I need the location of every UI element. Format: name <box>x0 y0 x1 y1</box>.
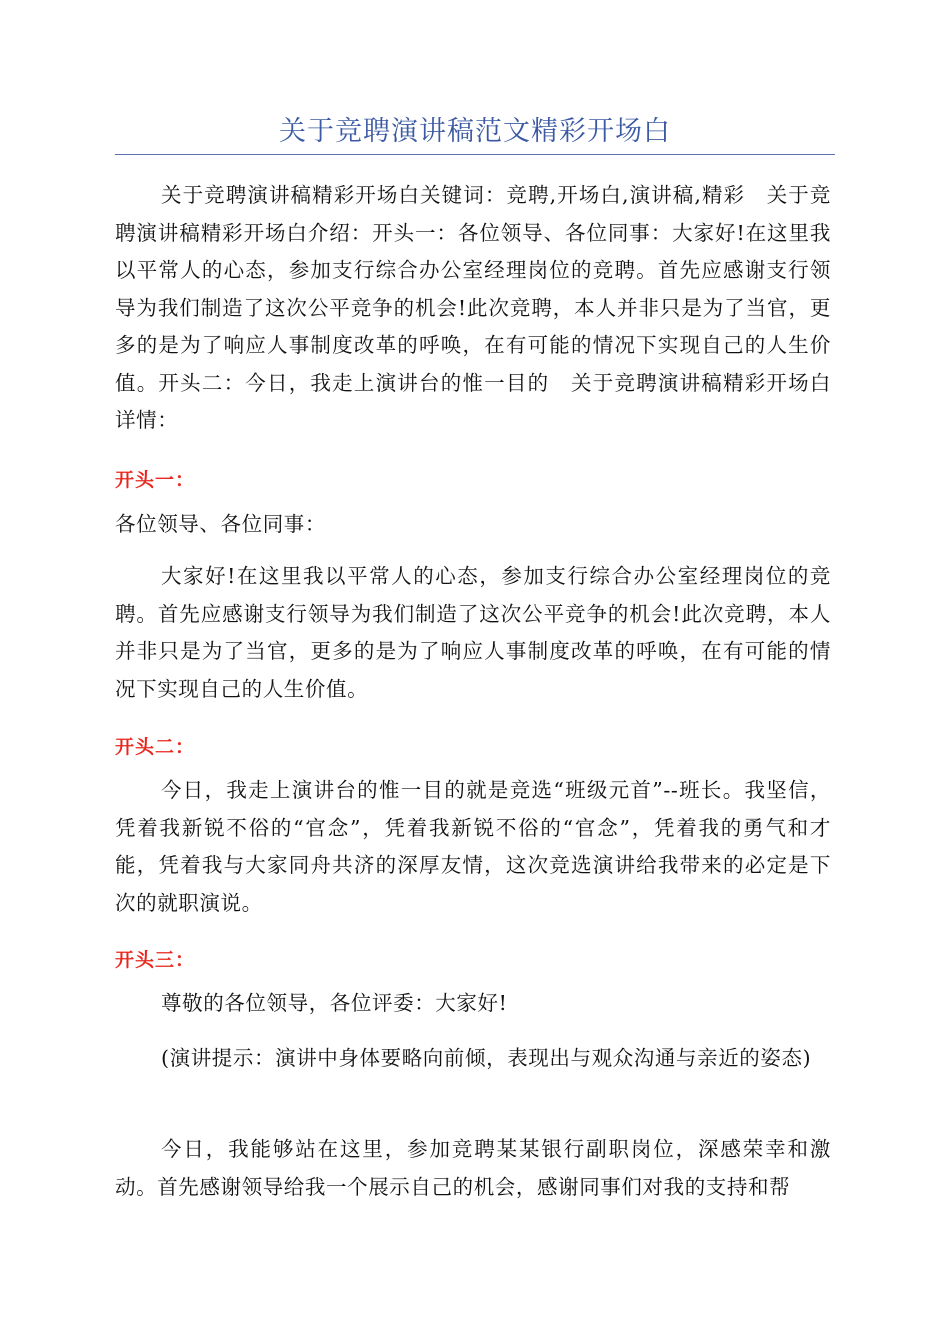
section-2-body: 今日，我走上演讲台的惟一目的就是竞选“班级元首”--班长。我坚信，凭着我新锐不俗的“官念”，凭着我新锐不俗的“官念”，凭着我的勇气和才能，凭着我与大家同舟共济的深厚友情，这次竞选演讲给我带来的必定是下次的就职演说。 <box>115 778 831 915</box>
section-3-body: 今日，我能够站在这里，参加竞聘某某银行副职岗位，深感荣幸和激动。首先感谢领导给我一个展示自己的机会，感谢同事们对我的支持和帮 <box>115 1137 831 1199</box>
section-2-heading: 开头二： <box>115 736 196 758</box>
title-underline <box>115 154 835 155</box>
section-3-heading: 开头三： <box>115 949 196 971</box>
intro-paragraph: 关于竞聘演讲稿精彩开场白关键词：竞聘,开场白,演讲稿,精彩 关于竞聘演讲稿精彩开场白介绍：开头一：各位领导、各位同事：大家好!在这里我以平常人的心态，参加支行综合办公室经理岗位的竞聘。首先应感谢支行领导为我们制造了这次公平竞争的机会!此次竞聘，本人并非只是为了当官，更多的是为了响应人事制度改革的呼唤，在有可能的情况下实现自己的人生价值。开头二：今日，我走上演讲台的惟一目的 关于竞聘演讲稿精彩开场白详情： <box>115 183 831 432</box>
section-1-body: 大家好!在这里我以平常人的心态，参加支行综合办公室经理岗位的竞聘。首先应感谢支行领导为我们制造了这次公平竞争的机会!此次竞聘，本人并非只是为了当官，更多的是为了响应人事制度改革的呼唤，在有可能的情况下实现自己的人生价值。 <box>115 564 831 701</box>
section-1-salutation: 各位领导、各位同事： <box>115 512 326 536</box>
section-3-note: (演讲提示：演讲中身体要略向前倾，表现出与观众沟通与亲近的姿态) <box>161 1046 812 1070</box>
section-3-salutation: 尊敬的各位领导，各位评委：大家好! <box>161 991 508 1015</box>
document-title: 关于竞聘演讲稿范文精彩开场白 <box>279 116 671 147</box>
section-1-heading: 开头一： <box>115 469 196 491</box>
